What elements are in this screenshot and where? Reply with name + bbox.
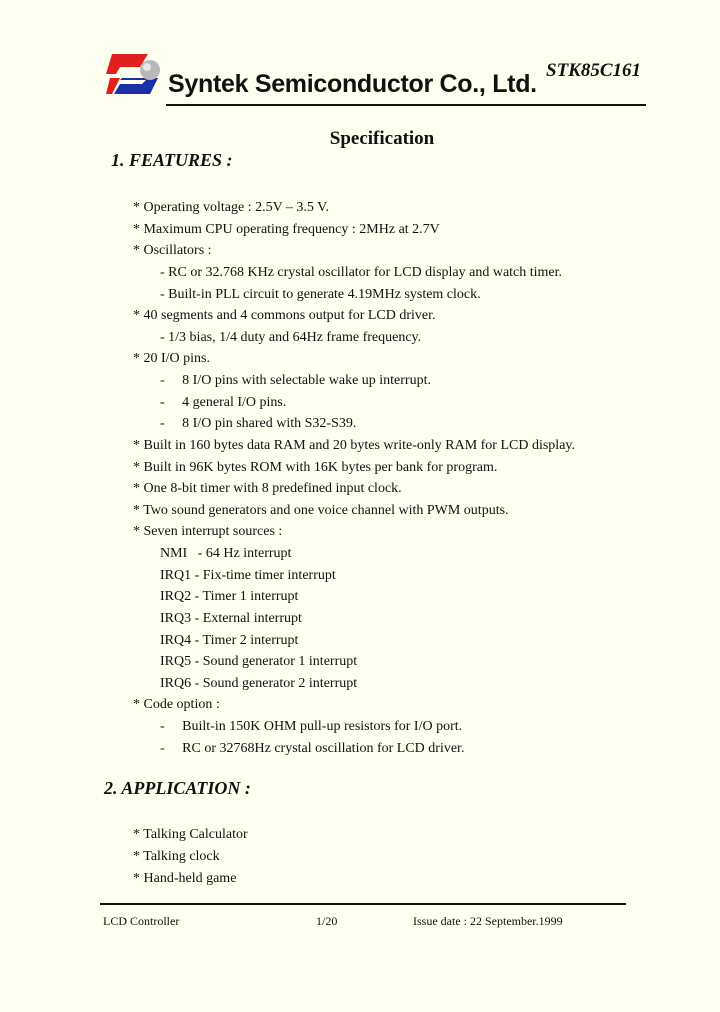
feature-line: IRQ4 - Timer 2 interrupt (160, 633, 299, 648)
feature-line: - 8 I/O pins with selectable wake up interrupt. (160, 373, 431, 388)
part-number: STK85C161 (546, 60, 642, 81)
feature-line: IRQ6 - Sound generator 2 interrupt (160, 676, 358, 691)
feature-line: - RC or 32768Hz crystal oscillation for LCD driver. (160, 741, 465, 756)
feature-line: * Built in 160 bytes data RAM and 20 bytes write-only RAM for LCD display. (133, 438, 575, 453)
feature-line: - Built-in 150K OHM pull-up resistors for I/O port. (160, 719, 463, 734)
header-rule (166, 104, 646, 106)
application-line: * Talking clock (133, 849, 220, 864)
footer-rule (100, 903, 626, 905)
feature-line: - 8 I/O pin shared with S32-S39. (160, 416, 357, 431)
application-line: * Hand-held game (133, 871, 237, 886)
footer-page-number: 1/20 (316, 914, 338, 928)
feature-line: - 4 general I/O pins. (160, 395, 287, 410)
feature-line: * Maximum CPU operating frequency : 2MHz at 2.7V (133, 222, 440, 237)
feature-line: * Built in 96K bytes ROM with 16K bytes per bank for program. (133, 460, 498, 475)
feature-line: * 20 I/O pins. (133, 351, 210, 366)
feature-line: - Built-in PLL circuit to generate 4.19MHz system clock. (160, 287, 481, 302)
company-name: Syntek Semiconductor Co., Ltd. (168, 70, 537, 98)
application-heading: 2. APPLICATION : (104, 778, 251, 798)
feature-line: * 40 segments and 4 commons output for LCD driver. (133, 308, 436, 323)
feature-line: NMI - 64 Hz interrupt (160, 546, 292, 561)
page-title: Specification (329, 128, 435, 149)
footer-left: LCD Controller (103, 914, 180, 928)
syntek-logo-icon (106, 50, 164, 100)
feature-line: * Oscillators : (133, 243, 212, 258)
application-line: * Talking Calculator (133, 827, 248, 842)
footer-issue-date: Issue date : 22 September.1999 (413, 914, 563, 928)
feature-line: - 1/3 bias, 1/4 duty and 64Hz frame frequency. (160, 330, 422, 345)
feature-line: - RC or 32.768 KHz crystal oscillator for LCD display and watch timer. (160, 265, 563, 280)
feature-line: IRQ5 - Sound generator 1 interrupt (160, 654, 358, 669)
feature-line: * Code option : (133, 697, 220, 712)
feature-line: * Two sound generators and one voice channel with PWM outputs. (133, 503, 509, 518)
feature-line: * Operating voltage : 2.5V – 3.5 V. (133, 200, 329, 215)
features-heading: 1. FEATURES : (111, 150, 233, 170)
feature-line: IRQ1 - Fix-time timer interrupt (160, 568, 336, 583)
feature-line: * Seven interrupt sources : (133, 524, 283, 539)
feature-line: * One 8-bit timer with 8 predefined input clock. (133, 481, 402, 496)
feature-line: IRQ2 - Timer 1 interrupt (160, 589, 299, 604)
feature-line: IRQ3 - External interrupt (160, 611, 302, 626)
